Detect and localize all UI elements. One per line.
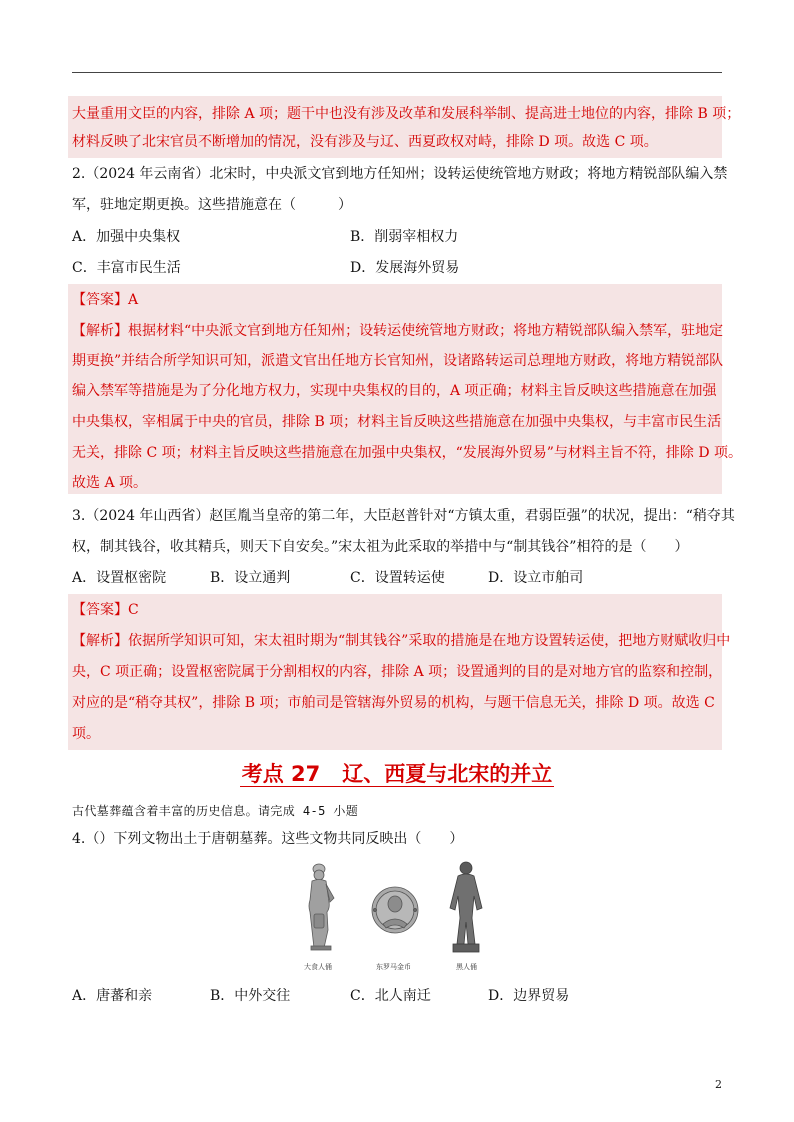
section-heading-text	[240, 762, 555, 787]
q2-stem-line-2: 军，驻地定期更换。这些措施意在（ ）	[72, 197, 352, 213]
q3-option-a: A．设置枢密院	[72, 570, 167, 586]
page-number: 2	[715, 1078, 722, 1091]
q4-option-a: A．唐蕃和亲	[72, 988, 153, 1004]
q3-analysis-line-4: 项。	[72, 726, 100, 742]
q4-stem: 4.（）下列文物出土于唐朝墓葬。这些文物共同反映出（ ）	[72, 831, 464, 847]
q3-option-b: B．设立通判	[210, 570, 291, 586]
q3-stem-line-1: 3.（2024 年山西省）赵匡胤当皇帝的第二年，大臣赵普针对“方镇太重，君弱臣强”的状况，提出：“稍夺其	[72, 508, 735, 524]
q2-stem-line-1: 2.（2024 年云南省）北宋时，中央派文官到地方任知州；设转运使统管地方财政；将地方精锐部队编入禁	[72, 166, 728, 182]
q4-option-b: B．中外交往	[210, 988, 291, 1004]
dashi-figurine-image	[309, 864, 334, 950]
q4-option-c: C．北人南迁	[350, 988, 431, 1004]
q2-analysis-line-6: 故选 A 项。	[72, 475, 148, 491]
header-rule	[72, 72, 722, 73]
q3-answer: 【答案】C	[72, 602, 139, 618]
q3-option-c: C．设置转运使	[350, 570, 445, 586]
q2-analysis-line-5: 无关，排除 C 项；材料主旨反映这些措施意在加强中央集权，“发展海外贸易”与材料主旨不符，排除 D 项。	[72, 445, 743, 461]
caption-dashi-figurine: 大食人俑	[304, 963, 332, 971]
byzantine-coin-image	[372, 887, 418, 933]
q2-option-d: D．发展海外贸易	[350, 260, 460, 276]
artifacts-illustration	[300, 858, 490, 973]
section-heading	[0, 758, 794, 788]
artifacts-figure	[300, 858, 490, 973]
q3-analysis-line-3: 对应的是“稍夺其权”，排除 B 项；市舶司是管辖海外贸易的机构，与题干信息无关，排除 D 项。故选 C	[72, 695, 715, 711]
q2-option-b: B．削弱宰相权力	[350, 229, 459, 245]
section-number: 考点 27	[241, 762, 321, 786]
q3-analysis-line-2: 央，C 项正确；设置枢密院属于分割相权的内容，排除 A 项；设置通判的目的是对地方官的监察和控制，	[72, 664, 723, 680]
section-intro: 古代墓葬蕴含着丰富的历史信息。请完成 4-5 小题	[72, 804, 359, 818]
carry-line-2: 材料反映了北宋官员不断增加的情况，没有涉及与辽、西夏政权对峙，排除 D 项。故选 C 项。	[72, 134, 658, 150]
q3-option-d: D．设立市舶司	[488, 570, 584, 586]
q2-analysis-line-1: 【解析】根据材料“中央派文官到地方任知州；设转运使统管地方财政；将地方精锐部队编入禁军，驻地定	[72, 323, 724, 339]
black-figurine-image	[450, 862, 482, 952]
caption-byzantine-coin: 东罗马金币	[376, 963, 411, 971]
q2-option-a: A．加强中央集权	[72, 229, 181, 245]
section-title: 辽、西夏与北宋的并立	[342, 762, 553, 786]
q3-stem-line-2: 权，制其钱谷，收其精兵，则天下自安矣。”宋太祖为此采取的举措中与“制其钱谷”相符的是（ ）	[72, 539, 689, 555]
q2-answer: 【答案】A	[72, 292, 139, 308]
q4-option-d: D．边界贸易	[488, 988, 570, 1004]
caption-black-figurine: 黑人俑	[456, 963, 477, 971]
q2-analysis-line-2: 期更换”并结合所学知识可知，派遣文官出任地方长官知州，设诸路转运司总理地方财政，将地方精锐部队	[72, 353, 724, 369]
q3-analysis-line-1: 【解析】依据所学知识可知，宋太祖时期为“制其钱谷”采取的措施是在地方设置转运使，把地方财赋收归中	[72, 633, 731, 649]
q2-analysis-line-3: 编入禁军等措施是为了分化地方权力，实现中央集权的目的，A 项正确；材料主旨反映这些措施意在加强	[72, 383, 717, 399]
q2-analysis-line-4: 中央集权，宰相属于中央的官员，排除 B 项；材料主旨反映这些措施意在加强中央集权，与丰富市民生活	[72, 414, 722, 430]
carry-line-1: 大量重用文臣的内容，排除 A 项；题干中也没有涉及改革和发展科举制、提高进士地位的内容，排除 B 项；	[72, 106, 741, 122]
q2-option-c: C．丰富市民生活	[72, 260, 181, 276]
